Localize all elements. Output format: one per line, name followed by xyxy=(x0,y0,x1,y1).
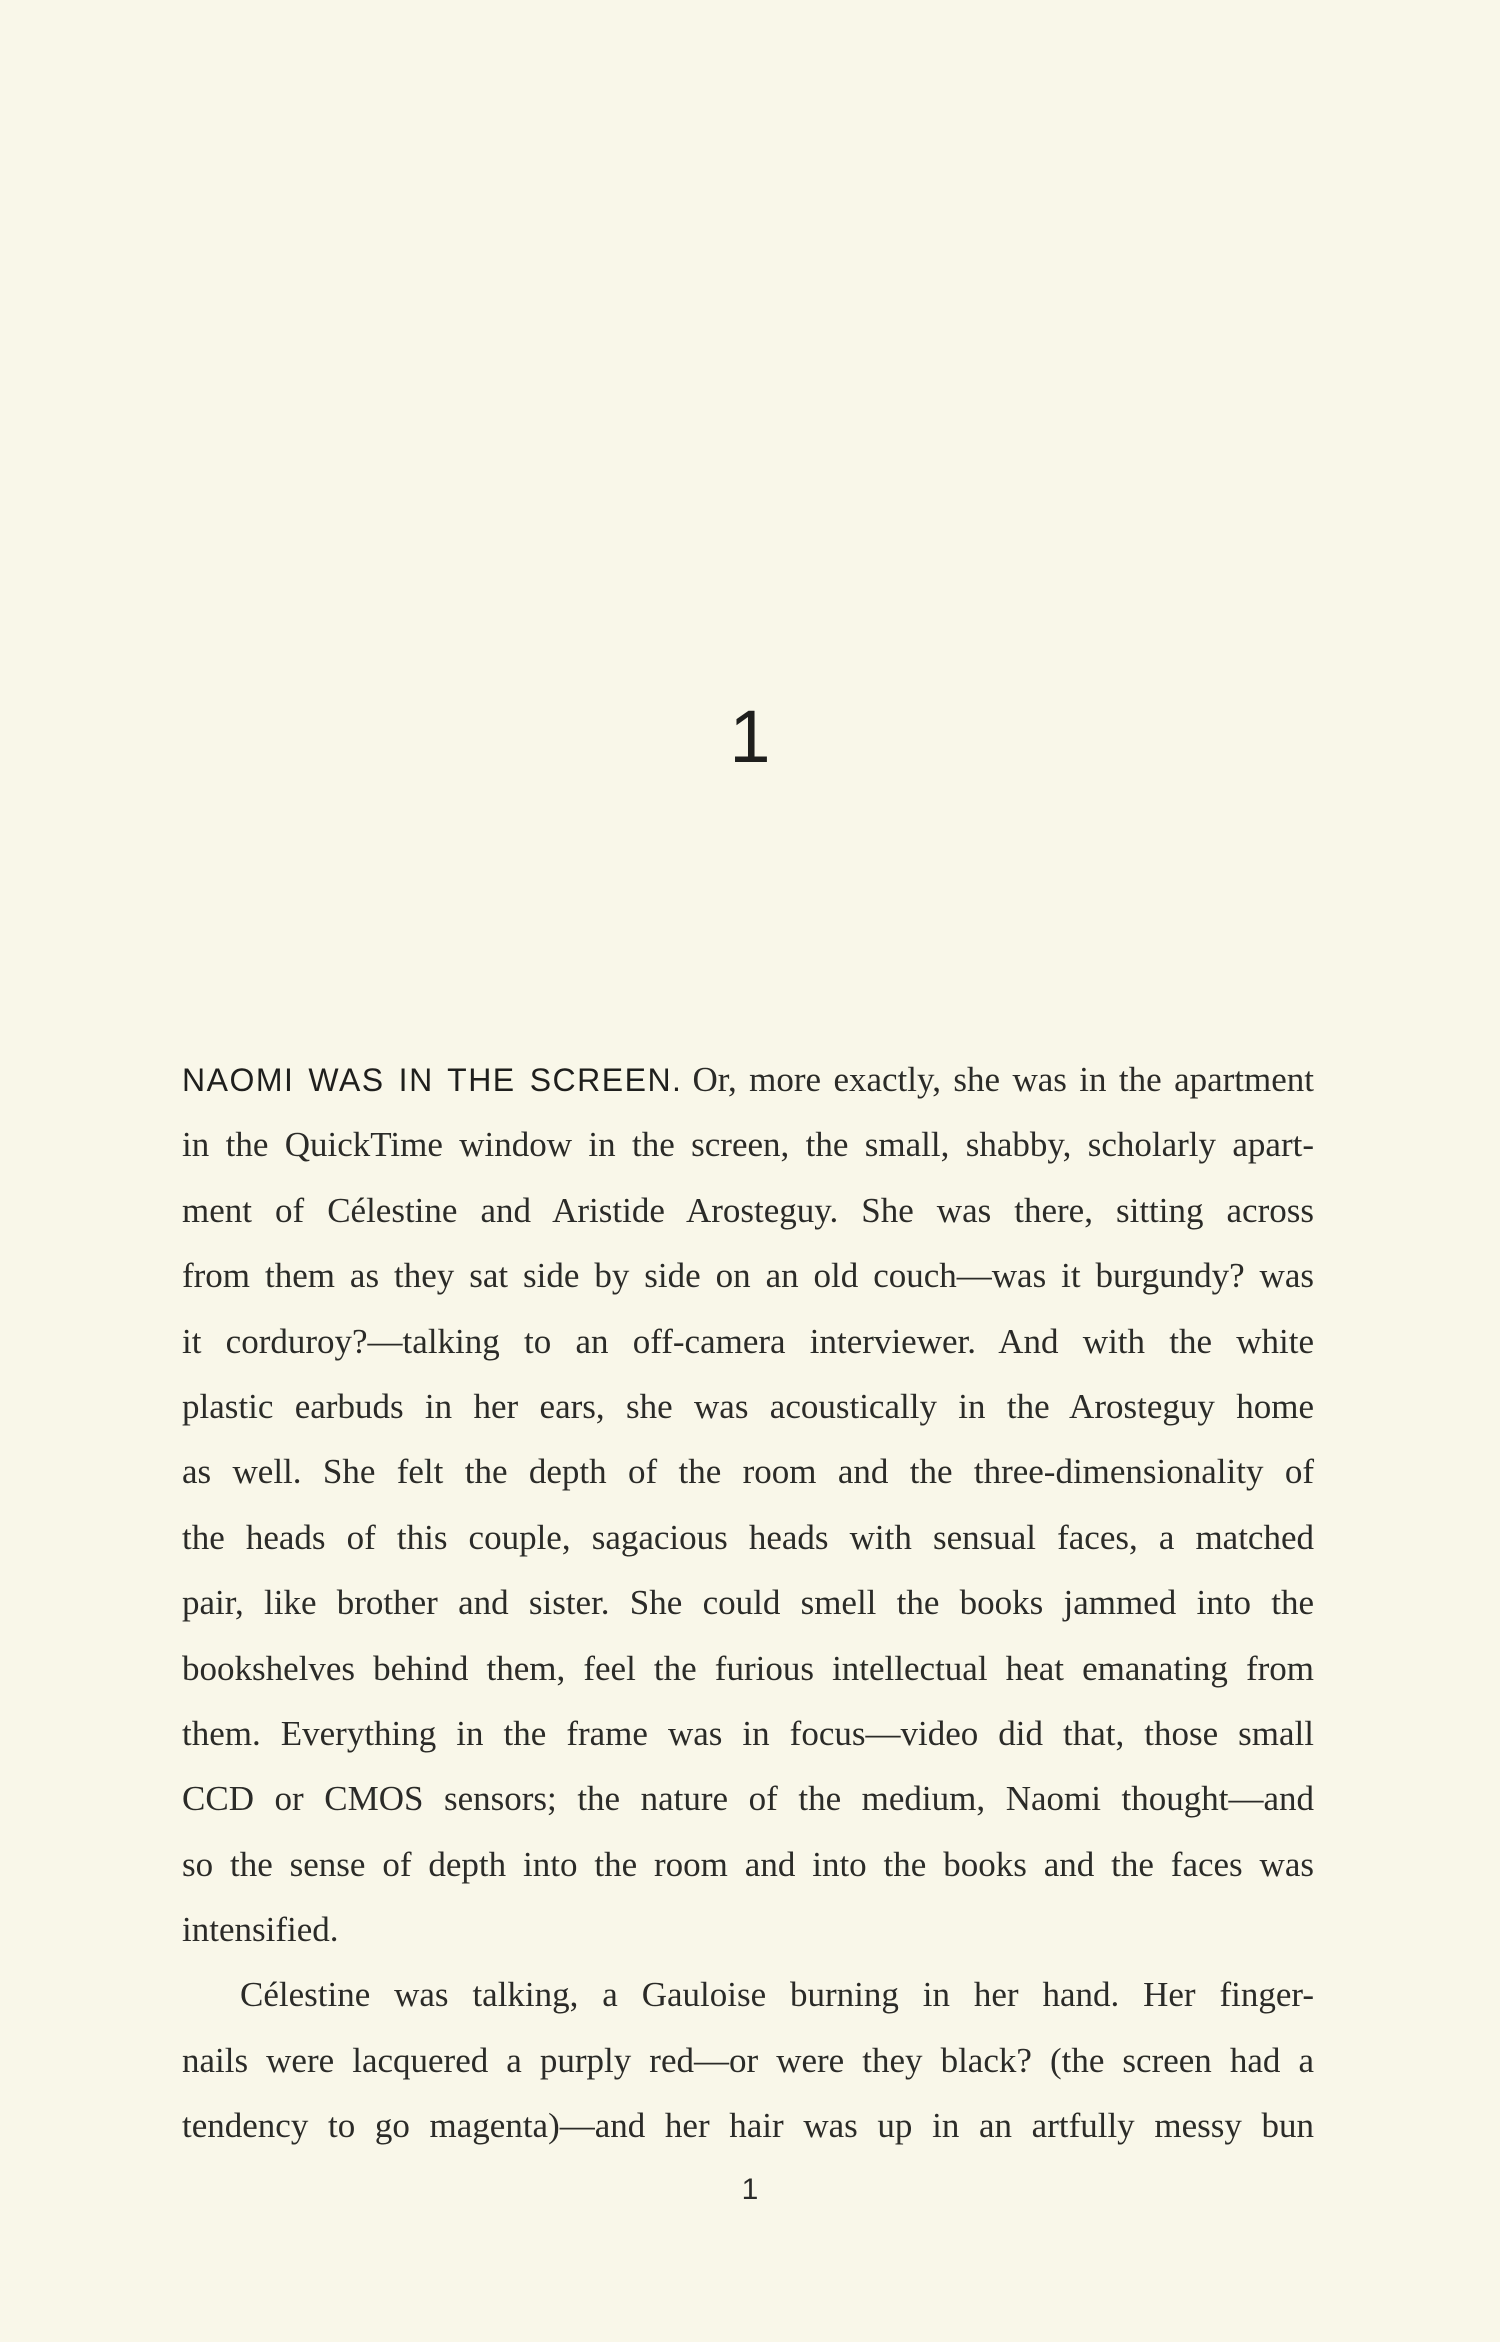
text-line: tendency to go magenta)—and her hair was up in an artfully messy bun xyxy=(182,2106,1314,2146)
chapter-number: 1 xyxy=(729,695,771,778)
text-line: them. Everything in the frame was in focus—video did that, those small xyxy=(182,1713,1314,1753)
text-line: it corduroy?—talking to an off-camera interviewer. And with the white xyxy=(182,1321,1314,1361)
text-line: the heads of this couple, sagacious heads with sensual faces, a matched xyxy=(182,1517,1314,1557)
text-line: nails were lacquered a purply red—or were they black? (the screen had a xyxy=(182,2040,1314,2080)
text-line: as well. She felt the depth of the room and the three-dimensionality of xyxy=(182,1452,1314,1492)
text-line: ment of Célestine and Aristide Arosteguy. She was there, sitting across xyxy=(182,1190,1314,1230)
page-number: 1 xyxy=(741,2173,759,2206)
text-line: bookshelves behind them, feel the furious intellectual heat emanating from xyxy=(182,1648,1314,1688)
text-line: pair, like brother and sister. She could smell the books jammed into the xyxy=(182,1583,1314,1623)
text-line: CCD or CMOS sensors; the nature of the medium, Naomi thought—and xyxy=(182,1779,1314,1819)
chapter-lead-in: NAOMI WAS IN THE SCREEN. xyxy=(182,1062,683,1098)
text-line: NAOMI WAS IN THE SCREEN. Or, more exactly, she was in the apartment xyxy=(182,1060,1315,1099)
text-line: plastic earbuds in her ears, she was acoustically in the Arosteguy home xyxy=(182,1386,1314,1426)
chapter-body xyxy=(182,1047,1314,2159)
text-line: Célestine was talking, a Gauloise burning in her hand. Her finger- xyxy=(240,1975,1314,2015)
text-line: intensified. xyxy=(182,1910,339,1950)
text-line: from them as they sat side by side on an old couch—was it burgundy? was xyxy=(182,1256,1314,1296)
text-line: in the QuickTime window in the screen, the small, shabby, scholarly apart- xyxy=(182,1125,1314,1165)
text-line: so the sense of depth into the room and into the books and the faces was xyxy=(182,1844,1314,1884)
